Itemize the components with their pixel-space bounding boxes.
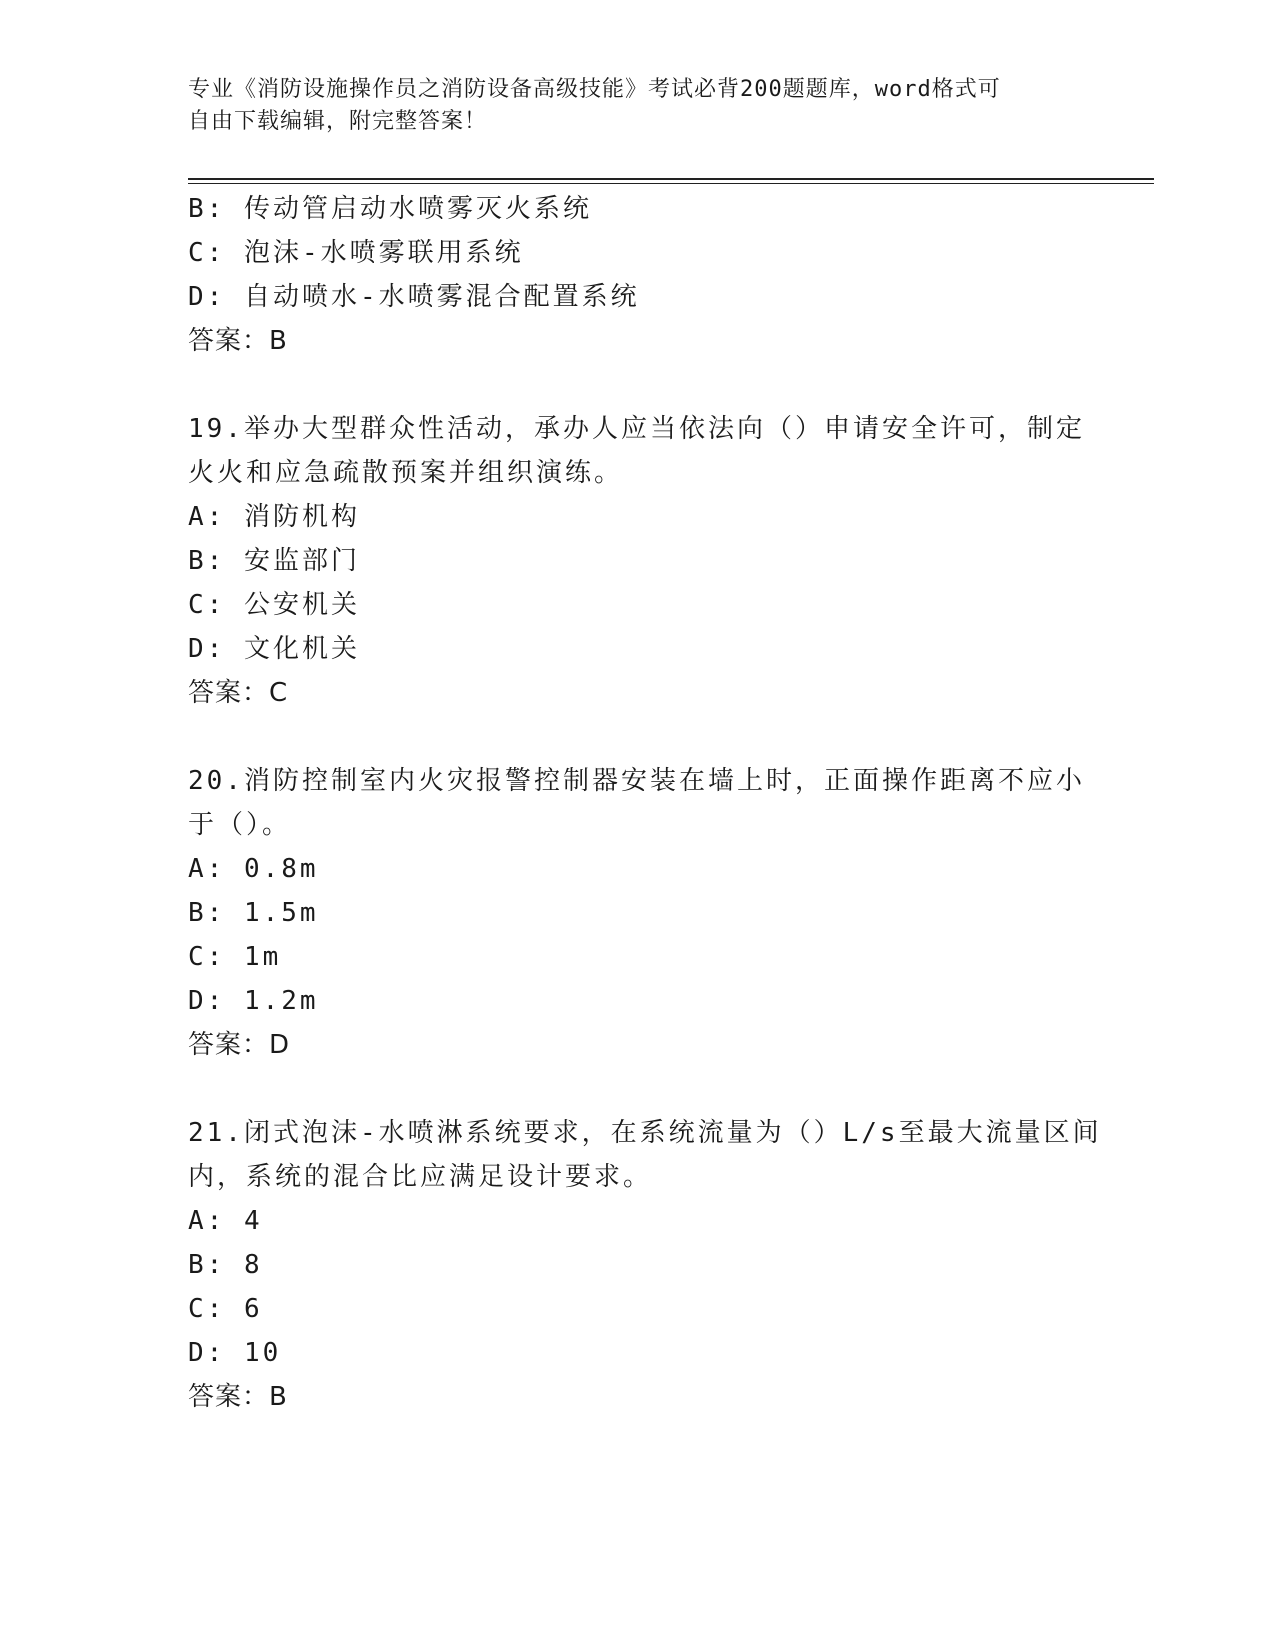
- q19-stem-line-2: 火火和应急疏散预案并组织演练。: [188, 458, 624, 488]
- q20-stem-line-1: 20.消防控制室内火灾报警控制器安装在墙上时，正面操作距离不应小: [188, 766, 1085, 796]
- q21-option-b: B: 8: [188, 1250, 263, 1280]
- q19-option-d: D: 文化机关: [188, 634, 360, 664]
- q19-option-a: A: 消防机构: [188, 502, 360, 532]
- q20-option-c: C: 1m: [188, 942, 282, 972]
- q18-option-d: D: 自动喷水-水喷雾混合配置系统: [188, 282, 640, 312]
- q20-option-a: A: 0.8m: [188, 854, 319, 884]
- q21-stem-line-1: 21.闭式泡沫-水喷淋系统要求，在系统流量为（）L/s至最大流量区间: [188, 1118, 1102, 1148]
- q19-stem-line-1: 19.举办大型群众性活动，承办人应当依法向（）申请安全许可，制定: [188, 414, 1085, 444]
- q18-option-b: B: 传动管启动水喷雾灭火系统: [188, 194, 592, 224]
- q20-answer: 答案：D: [188, 1030, 291, 1060]
- header-line-2: 自由下载编辑，附完整答案！: [188, 109, 488, 134]
- q21-option-d: D: 10: [188, 1338, 282, 1368]
- q21-option-a: A: 4: [188, 1206, 263, 1236]
- q19-answer: 答案：C: [188, 678, 289, 708]
- q21-answer: 答案：B: [188, 1382, 288, 1412]
- q20-option-d: D: 1.2m: [188, 986, 319, 1016]
- q21-stem-line-2: 内，系统的混合比应满足设计要求。: [188, 1162, 653, 1192]
- q21-option-c: C: 6: [188, 1294, 263, 1324]
- document-header: [188, 74, 1088, 138]
- q18-option-c: C: 泡沫-水喷雾联用系统: [188, 238, 524, 268]
- q20-option-b: B: 1.5m: [188, 898, 319, 928]
- header-divider-thin: [188, 183, 1154, 184]
- q20-stem-line-2: 于（）。: [188, 810, 292, 840]
- q19-option-b: B: 安监部门: [188, 546, 360, 576]
- q19-option-c: C: 公安机关: [188, 590, 360, 620]
- header-divider-thick: [188, 178, 1154, 180]
- q18-answer: 答案：B: [188, 326, 288, 356]
- header-line-1: 专业《消防设施操作员之消防设备高级技能》考试必背200题题库，word格式可: [188, 77, 1001, 102]
